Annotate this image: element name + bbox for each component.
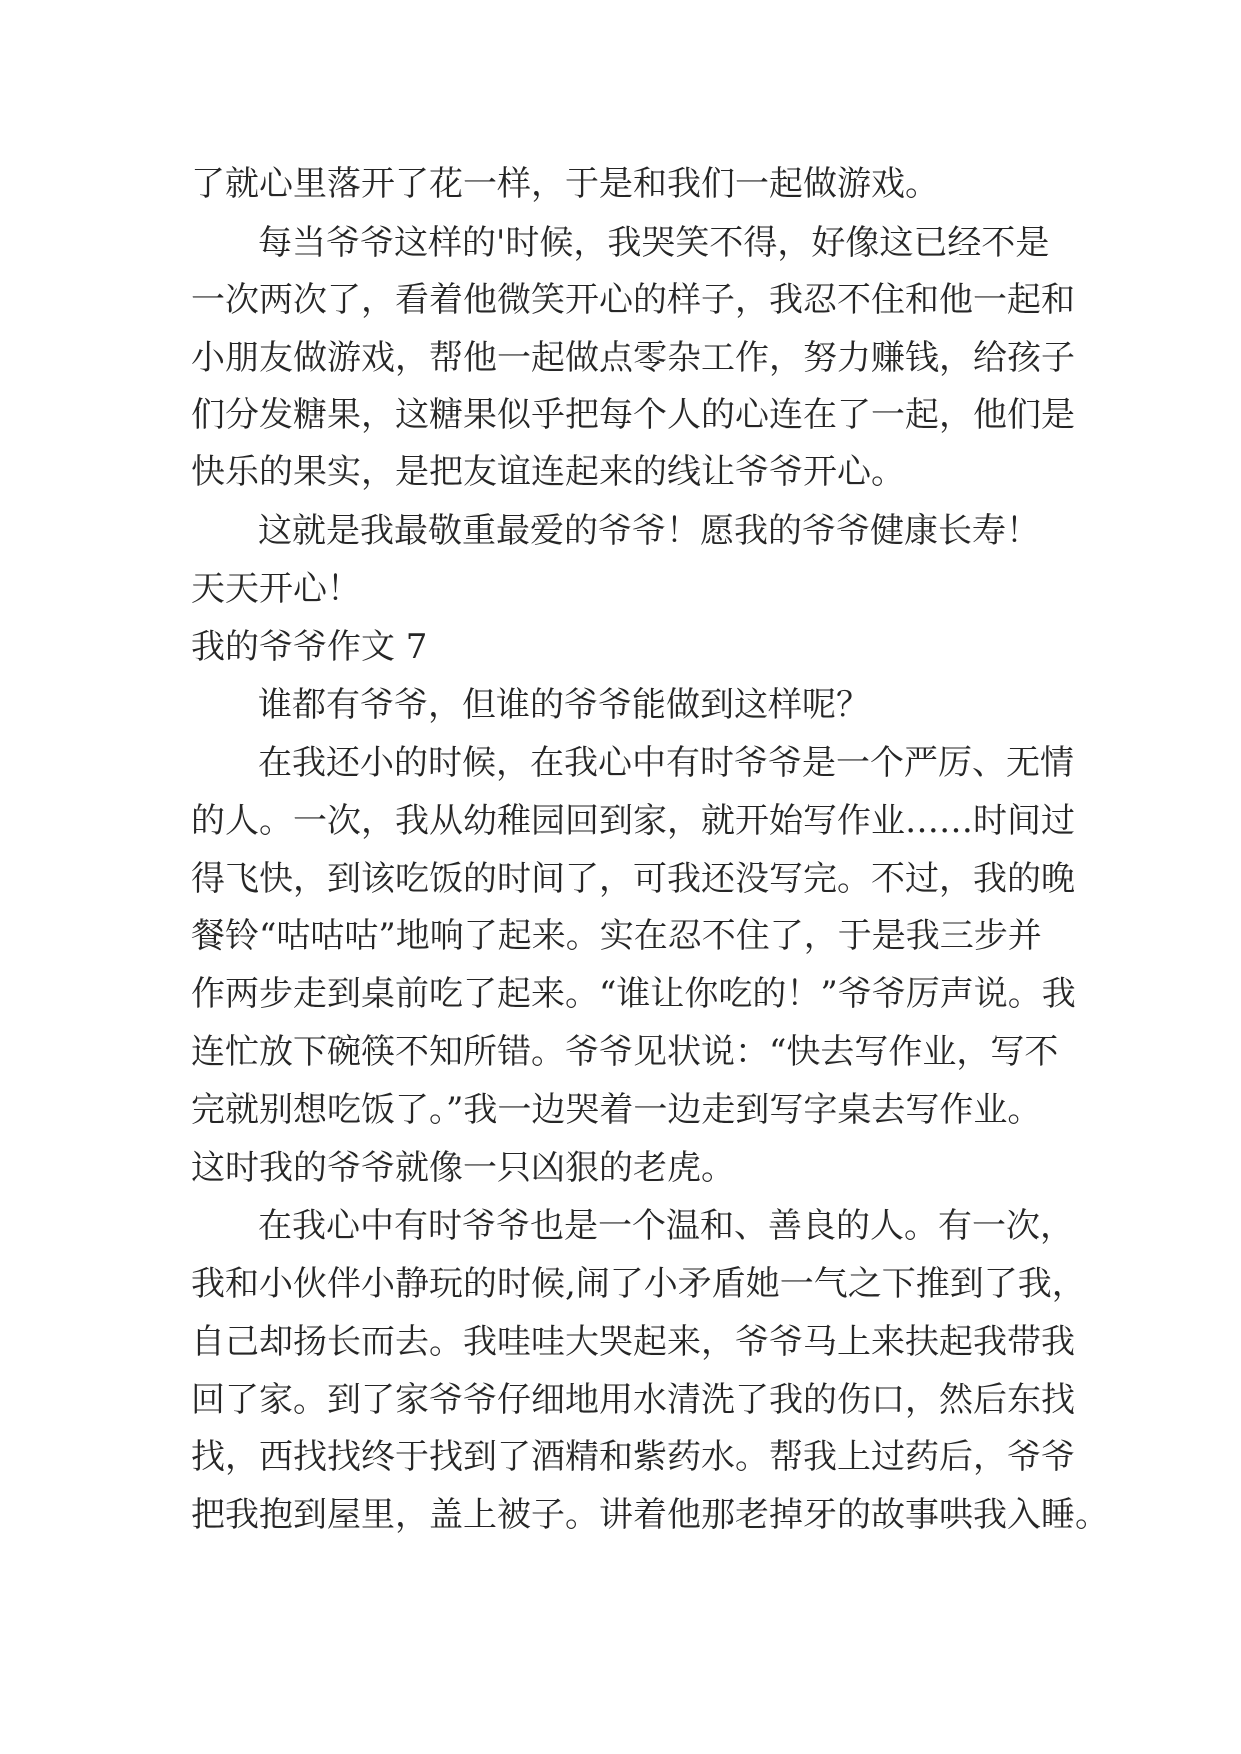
text-line: 们分发糖果，这糖果似乎把每个人的心连在了一起，他们是: [191, 395, 1075, 435]
text-line: 作两步走到桌前吃了起来。“谁让你吃的！”爷爷厉声说。我: [191, 974, 1076, 1014]
paragraph-start-line: 在我心中有时爷爷也是一个温和、善良的人。有一次，: [258, 1206, 1074, 1246]
text-line: 天天开心！: [191, 569, 361, 609]
text-line: 回了家。到了家爷爷仔细地用水清洗了我的伤口，然后东找: [191, 1380, 1075, 1420]
text-line: 了就心里落开了花一样，于是和我们一起做游戏。: [191, 164, 939, 204]
text-line: 自己却扬长而去。我哇哇大哭起来，爷爷马上来扶起我带我: [191, 1322, 1075, 1362]
text-line: 这时我的爷爷就像一只凶狠的老虎。: [191, 1148, 735, 1188]
text-line: 快乐的果实，是把友谊连起来的线让爷爷开心。: [191, 452, 905, 492]
text-line: 我和小伙伴小静玩的时候,闹了小矛盾她一气之下推到了我，: [191, 1264, 1086, 1304]
paragraph-start-line: 在我还小的时候，在我心中有时爷爷是一个严厉、无情: [258, 743, 1074, 783]
text-line: 得飞快，到该吃饭的时间了，可我还没写完。不过，我的晚: [191, 859, 1075, 899]
paragraph-start-line: 这就是我最敬重最爱的爷爷！愿我的爷爷健康长寿！: [258, 511, 1040, 551]
paragraph-start-line: 谁都有爷爷，但谁的爷爷能做到这样呢？: [258, 685, 870, 725]
text-line: 连忙放下碗筷不知所错。爷爷见状说：“快去写作业，写不: [191, 1032, 1059, 1072]
text-line: 一次两次了，看着他微笑开心的样子，我忍不住和他一起和: [191, 280, 1075, 320]
text-line: 的人。一次，我从幼稚园回到家，就开始写作业……时间过: [191, 801, 1075, 841]
text-line: 完就别想吃饭了。”我一边哭着一边走到写字桌去写作业。: [191, 1090, 1042, 1130]
paragraph-start-line: 每当爷爷这样的'时候，我哭笑不得，好像这已经不是: [258, 223, 1050, 263]
text-line: 小朋友做游戏，帮他一起做点零杂工作，努力赚钱，给孩子: [191, 338, 1075, 378]
section-heading: 我的爷爷作文 7: [191, 627, 428, 667]
text-line: 找，西找找终于找到了酒精和紫药水。帮我上过药后，爷爷: [191, 1437, 1075, 1477]
text-line: 餐铃“咕咕咕”地响了起来。实在忍不住了，于是我三步并: [191, 916, 1042, 956]
text-line: 把我抱到屋里，盖上被子。讲着他那老掉牙的故事哄我入睡。: [191, 1495, 1109, 1535]
